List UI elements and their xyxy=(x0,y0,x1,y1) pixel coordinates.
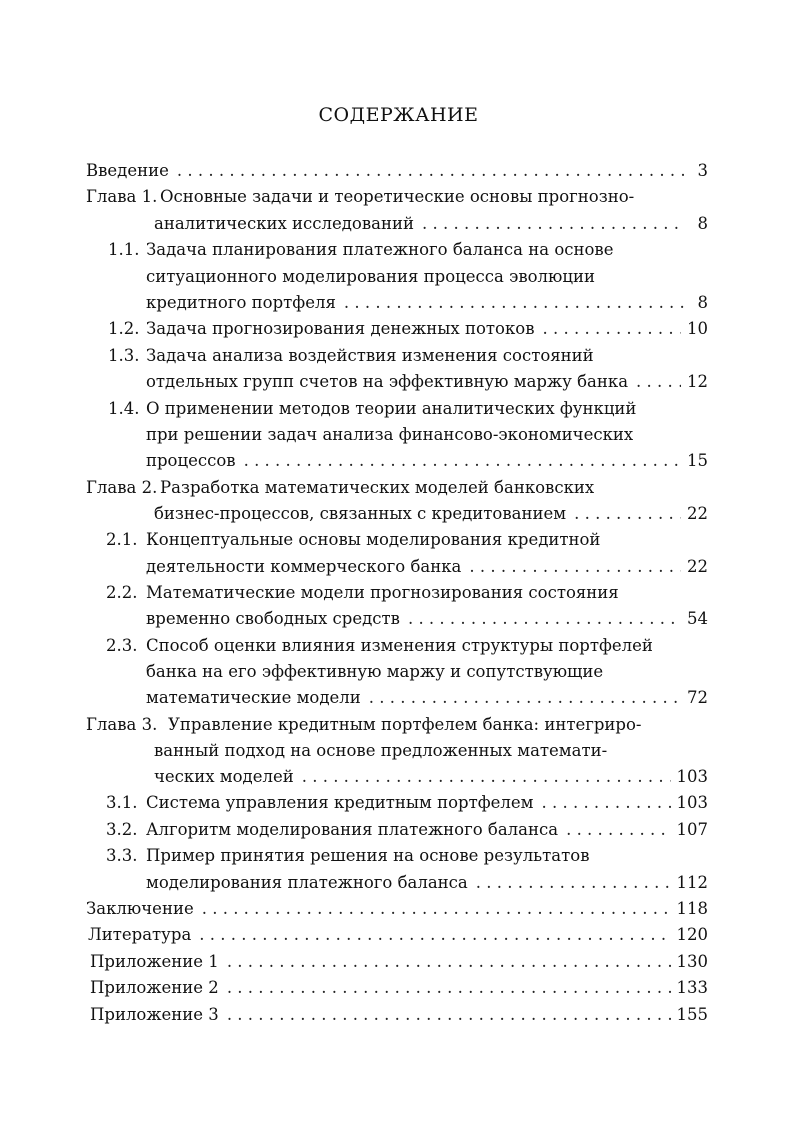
toc-entry-title: ванный подход на основе предложенных математи- xyxy=(154,741,608,760)
toc-entry-title: Математические модели прогнозирования состояния xyxy=(146,583,619,602)
toc-entry-title: Задача прогнозирования денежных потоков xyxy=(146,319,535,338)
toc-entry-number: 3.3. xyxy=(106,846,138,865)
toc-entry-title: бизнес-процессов, связанных с кредитованием xyxy=(154,504,567,523)
dot-leader xyxy=(574,501,681,527)
toc-entry-title: при решении задач анализа финансово-экономических xyxy=(146,425,634,444)
dot-leader xyxy=(227,949,671,975)
dot-leader xyxy=(541,790,670,816)
page-title: СОДЕРЖАНИЕ xyxy=(318,104,479,126)
toc-entry-page: 10 xyxy=(687,319,708,338)
dot-leader xyxy=(543,316,681,342)
toc-entry-title: Способ оценки влияния изменения структуры портфелей xyxy=(146,636,653,655)
dot-leader xyxy=(566,817,670,843)
toc-entry xyxy=(106,527,708,553)
toc-entry-number: 1.3. xyxy=(108,346,140,365)
toc-entry xyxy=(146,870,708,896)
toc-entry-title: аналитических исследований xyxy=(154,214,414,233)
toc-entry-page: 103 xyxy=(676,767,708,786)
toc-entry xyxy=(106,580,708,606)
toc-entry-page: 107 xyxy=(676,820,708,839)
toc-entry-title: Введение xyxy=(86,161,169,180)
toc-entry-number: Глава 2. xyxy=(86,478,158,497)
toc-entry-title: временно свободных средств xyxy=(146,609,400,628)
toc-entry xyxy=(146,606,708,632)
toc-entry-title: Пример принятия решения на основе результатов xyxy=(146,846,590,865)
toc-entry-number: 3.1. xyxy=(106,793,138,812)
toc-entry xyxy=(146,685,708,711)
toc-entry-page: 103 xyxy=(676,793,708,812)
toc-entry-page: 22 xyxy=(687,557,708,576)
toc-entry xyxy=(146,290,708,316)
toc-entry-page: 118 xyxy=(676,899,708,918)
toc-entry xyxy=(86,896,708,922)
toc-entry-page: 112 xyxy=(676,873,708,892)
dot-leader xyxy=(476,870,671,896)
toc-entry-title: математические модели xyxy=(146,688,361,707)
dot-leader xyxy=(422,211,684,237)
toc-entry-title: Литература xyxy=(88,925,192,944)
toc-entry-title: банка на его эффективную маржу и сопутствующие xyxy=(146,662,604,681)
toc-entry-number: 2.2. xyxy=(106,583,138,602)
toc-entry xyxy=(106,817,708,843)
toc-entry-page: 3 xyxy=(697,161,708,180)
toc-entry-title: Алгоритм моделирования платежного баланса xyxy=(146,820,559,839)
toc-entry xyxy=(154,738,708,764)
dot-leader xyxy=(199,922,670,948)
toc-entry xyxy=(108,396,708,422)
dot-leader xyxy=(177,158,684,184)
toc-entry-title: Заключение xyxy=(86,899,194,918)
dot-leader xyxy=(244,448,681,474)
toc-entry xyxy=(90,975,708,1001)
toc-entry xyxy=(146,422,708,448)
toc-entry-page: 22 xyxy=(687,504,708,523)
toc-entry-number: 2.3. xyxy=(106,636,138,655)
dot-leader xyxy=(202,896,671,922)
dot-leader xyxy=(408,606,681,632)
toc-entry xyxy=(88,922,708,948)
toc-entry xyxy=(86,184,708,210)
toc-entry xyxy=(146,369,708,395)
toc-entry-page: 8 xyxy=(697,214,708,233)
toc-entry xyxy=(86,712,708,738)
dot-leader xyxy=(227,1002,671,1028)
dot-leader xyxy=(369,685,681,711)
toc-entry xyxy=(108,237,708,263)
toc-entry-title: деятельности коммерческого банка xyxy=(146,557,462,576)
toc-entry xyxy=(146,554,708,580)
toc-entry xyxy=(154,501,708,527)
toc-entry xyxy=(86,158,708,184)
toc-entry xyxy=(146,264,708,290)
toc-entry-title: Задача планирования платежного баланса на основе xyxy=(146,240,614,259)
toc-entry-number: 3.2. xyxy=(106,820,138,839)
toc-entry-title: процессов xyxy=(146,451,236,470)
toc-entry-title: Концептуальные основы моделирования кредитной xyxy=(146,530,601,549)
toc-entry-page: 54 xyxy=(687,609,708,628)
toc-entry-title: моделирования платежного баланса xyxy=(146,873,468,892)
toc-entry-number: 2.1. xyxy=(106,530,138,549)
toc-entry-title: отдельных групп счетов на эффективную маржу банка xyxy=(146,372,629,391)
dot-leader xyxy=(227,975,671,1001)
toc-entry xyxy=(106,633,708,659)
toc-entry-page: 130 xyxy=(676,952,708,971)
toc-entry-title: Приложение 2 xyxy=(90,978,219,997)
toc-entry-page: 120 xyxy=(676,925,708,944)
toc-entry-title: Разработка математических моделей банковских xyxy=(160,478,595,497)
toc-entry xyxy=(90,949,708,975)
toc-entry-title: ческих моделей xyxy=(154,767,294,786)
toc-entry-page: 8 xyxy=(697,293,708,312)
dot-leader xyxy=(636,369,681,395)
toc-entry-title: Приложение 1 xyxy=(90,952,219,971)
toc-entry-title: кредитного портфеля xyxy=(146,293,336,312)
toc-entry-title: О применении методов теории аналитических функций xyxy=(146,399,637,418)
toc-entry xyxy=(146,659,708,685)
toc-entry-title: Приложение 3 xyxy=(90,1005,219,1024)
dot-leader xyxy=(302,764,671,790)
toc-entry xyxy=(86,475,708,501)
toc-entry xyxy=(106,790,708,816)
toc-entry xyxy=(90,1002,708,1028)
toc-entry xyxy=(154,211,708,237)
toc-entry xyxy=(108,316,708,342)
toc-entry xyxy=(108,343,708,369)
toc-entry-title: Задача анализа воздействия изменения состояний xyxy=(146,346,594,365)
toc-entry-page: 133 xyxy=(676,978,708,997)
toc-entry-number: 1.4. xyxy=(108,399,140,418)
toc-entry-number: 1.1. xyxy=(108,240,140,259)
dot-leader xyxy=(469,554,681,580)
toc-entry xyxy=(106,843,708,869)
toc-entry-title: Система управления кредитным портфелем xyxy=(146,793,534,812)
toc-entry-number: Глава 3. xyxy=(86,715,158,734)
toc-entry-number: Глава 1. xyxy=(86,187,158,206)
toc-entry xyxy=(146,448,708,474)
toc-entry-page: 15 xyxy=(687,451,708,470)
toc-entry xyxy=(154,764,708,790)
toc-entry-number: 1.2. xyxy=(108,319,140,338)
toc-entry-page: 72 xyxy=(687,688,708,707)
toc-entry-page: 12 xyxy=(687,372,708,391)
toc-entry-title: ситуационного моделирования процесса эволюции xyxy=(146,267,595,286)
toc-entry-title: Управление кредитным портфелем банка: интегриро- xyxy=(168,715,642,734)
toc-entry-page: 155 xyxy=(676,1005,708,1024)
dot-leader xyxy=(344,290,684,316)
toc-entry-title: Основные задачи и теоретические основы прогнозно- xyxy=(160,187,635,206)
